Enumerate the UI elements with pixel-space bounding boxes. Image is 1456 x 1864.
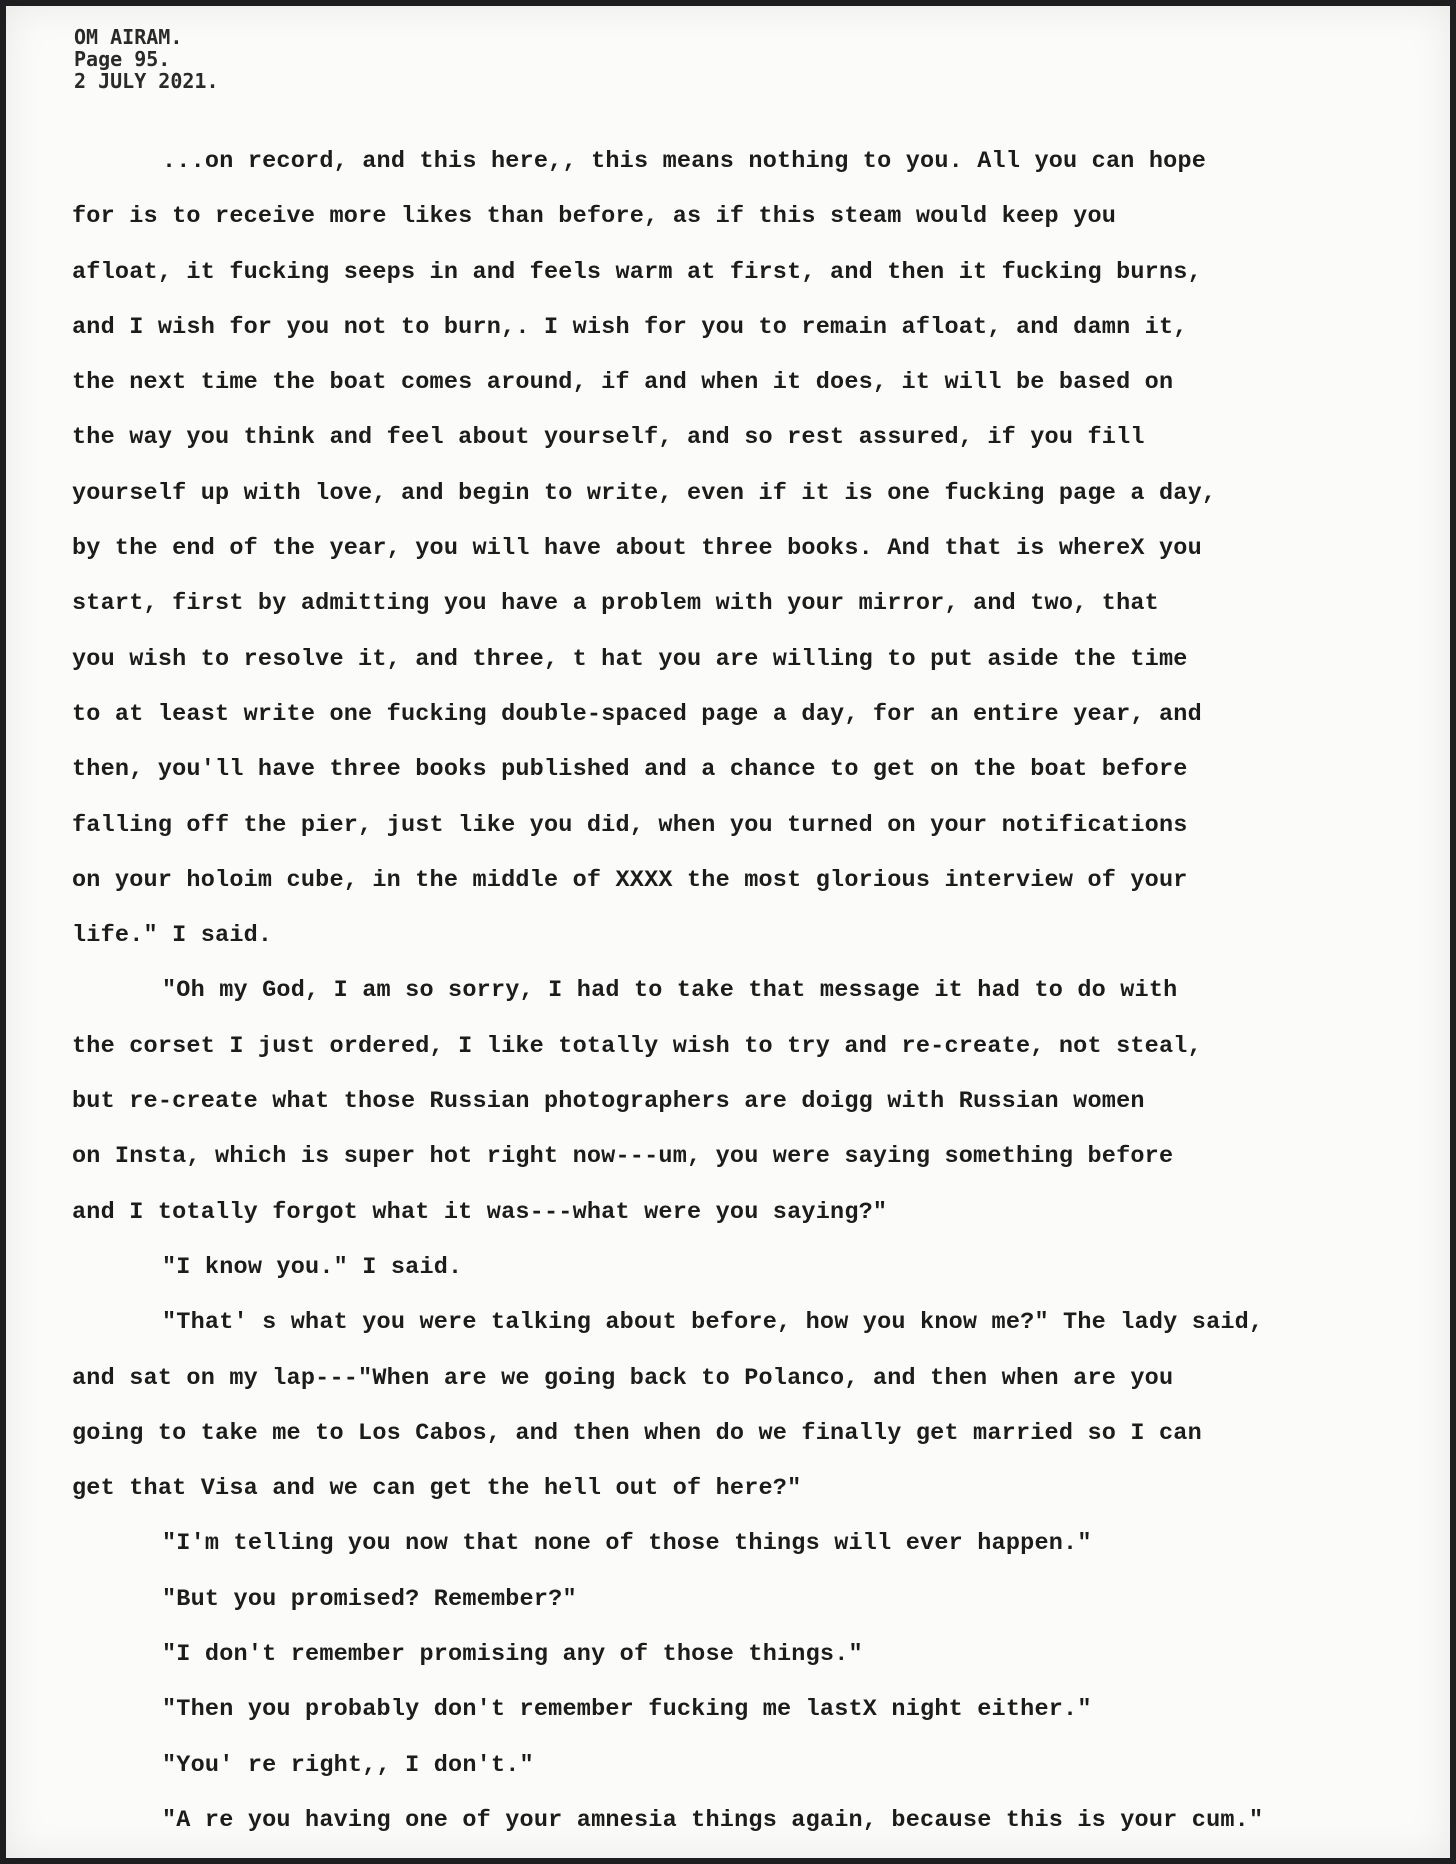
text-line: and sat on my lap---"When are we going back to Polanco, and then when are you bbox=[72, 1364, 1174, 1392]
page-header bbox=[74, 26, 219, 92]
text-line: "Then you probably don't remember fucking me lastX night either." bbox=[162, 1696, 1092, 1724]
header-date: 2 JULY 2021. bbox=[74, 69, 219, 93]
text-line: "A re you having one of your amnesia things again, because this is your cum." bbox=[162, 1806, 1264, 1834]
header-title: OM AIRAM. bbox=[74, 25, 183, 49]
text-line: but re-create what those Russian photographers are doigg with Russian women bbox=[72, 1088, 1145, 1116]
text-line: on your holoim cube, in the middle of XXXX the most glorious interview of your bbox=[72, 866, 1188, 894]
header-page-number: Page 95. bbox=[74, 47, 171, 71]
text-line: get that Visa and we can get the hell out of here?" bbox=[72, 1475, 802, 1503]
text-line: yourself up with love, and begin to write, even if it is one fucking page a day, bbox=[72, 479, 1217, 507]
text-line: and I wish for you not to burn,. I wish for you to remain afloat, and damn it, bbox=[72, 313, 1188, 341]
text-line: the next time the boat comes around, if and when it does, it will be based on bbox=[72, 369, 1174, 397]
text-line: "That' s what you were talking about before, how you know me?" The lady said, bbox=[162, 1309, 1264, 1337]
text-line: "I'm telling you now that none of those things will ever happen." bbox=[162, 1530, 1092, 1558]
text-line: "But you promised? Remember?" bbox=[162, 1585, 577, 1613]
typewritten-page bbox=[6, 6, 1450, 1858]
text-line: the corset I just ordered, I like totally wish to try and re-create, not steal, bbox=[72, 1032, 1202, 1060]
text-line: by the end of the year, you will have about three books. And that is whereX you bbox=[72, 535, 1202, 563]
text-line: to at least write one fucking double-spaced page a day, for an entire year, and bbox=[72, 700, 1202, 728]
text-line: you wish to resolve it, and three, t hat you are willing to put aside the time bbox=[72, 645, 1188, 673]
text-line: for is to receive more likes than before, as if this steam would keep you bbox=[72, 203, 1117, 231]
text-line: falling off the pier, just like you did, when you turned on your notifications bbox=[72, 811, 1188, 839]
text-line: "I know you." I said. bbox=[162, 1253, 463, 1281]
bottom-edge bbox=[0, 1858, 1456, 1864]
text-line: and I totally forgot what it was---what were you saying?" bbox=[72, 1198, 888, 1226]
text-line: start, first by admitting you have a problem with your mirror, and two, that bbox=[72, 590, 1159, 618]
text-line: "Oh my God, I am so sorry, I had to take that message it had to do with bbox=[162, 977, 1178, 1005]
text-line: on Insta, which is super hot right now---um, you were saying something before bbox=[72, 1143, 1174, 1171]
text-line: ...on record, and this here,, this means nothing to you. All you can hope bbox=[162, 148, 1207, 175]
text-line: going to take me to Los Cabos, and then when do we finally get married so I can bbox=[72, 1419, 1202, 1447]
text-line: afloat, it fucking seeps in and feels warm at first, and then it fucking burns, bbox=[72, 258, 1202, 286]
text-line: the way you think and feel about yourself, and so rest assured, if you fill bbox=[72, 424, 1145, 452]
text-line: life." I said. bbox=[72, 922, 273, 950]
text-line: then, you'll have three books published and a chance to get on the boat before bbox=[72, 756, 1188, 784]
text-line: "You' re right,, I don't." bbox=[162, 1751, 534, 1779]
page-body-text bbox=[72, 134, 1452, 1848]
text-line: "I don't remember promising any of those things." bbox=[162, 1641, 863, 1669]
